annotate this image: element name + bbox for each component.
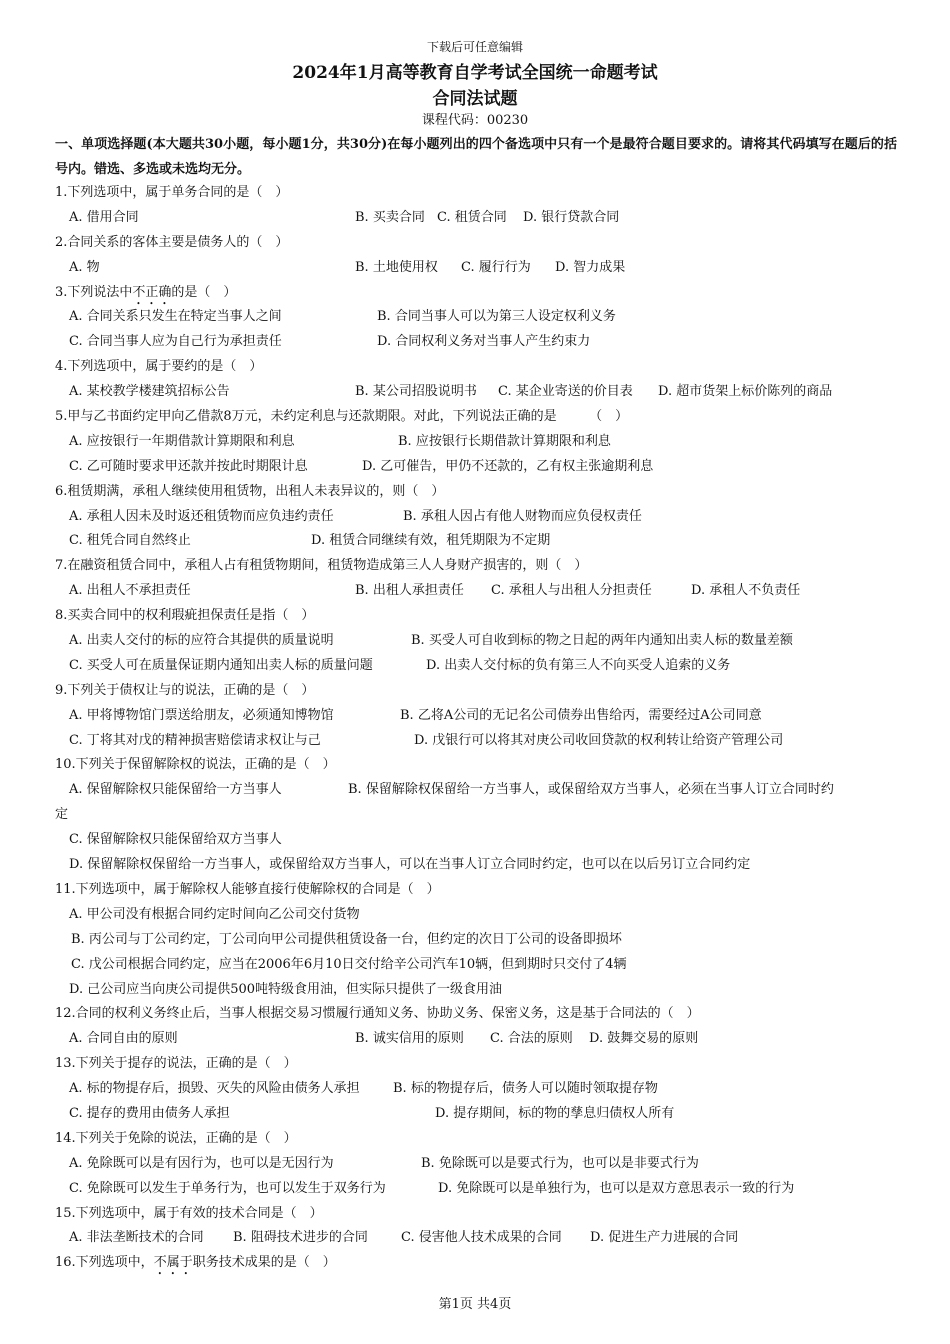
option-c: C. 某企业寄送的价目表 <box>498 384 633 400</box>
option-d: D. 鼓舞交易的原则 <box>589 1031 699 1047</box>
question-1-options <box>55 206 897 231</box>
emphasized-text: 不属于 <box>153 1255 193 1271</box>
option-a: A. 应按银行一年期借款计算期限和利息 <box>69 433 295 449</box>
question-6-options-row2 <box>55 529 897 554</box>
option-d: D. 智力成果 <box>555 259 626 275</box>
option-a: A. 承租人因未及时返还租赁物而应负违约责任 <box>69 508 334 524</box>
option-d: D. 乙可催告，甲仍不还款的，乙有权主张逾期利息 <box>362 458 654 474</box>
emphasized-text: 不正确 <box>132 284 172 300</box>
question-13-options-row1 <box>55 1077 897 1102</box>
question-11-stem: 11.下列选项中，属于解除权人能够直接行使解除权的合同是（ ） <box>55 881 440 897</box>
question-14-stem: 14.下列关于免除的说法，正确的是（ ） <box>55 1130 297 1146</box>
question-5-options-row1 <box>55 430 897 455</box>
option-a: A. 出卖人交付的标的应符合其提供的质量说明 <box>69 633 334 649</box>
stem-text: 的是（ ） <box>171 284 237 300</box>
question-9-stem: 9.下列关于债权让与的说法，正确的是（ ） <box>55 682 315 698</box>
question-12-options <box>55 1027 897 1052</box>
question-14-options-row1 <box>55 1152 897 1177</box>
question-12-stem: 12.合同的权利义务终止后，当事人根据交易习惯履行通知义务、协助义务、保密义务，这是基于合同法的（ ） <box>55 1006 700 1022</box>
section-instruction: 一、单项选择题(本大题共30小题，每小题1分，共30分)在每小题列出的四个备选项中只有一个是最符合题目要求的。请将其代码填写在题后的括号内。错选、多选或未选均无分。 <box>55 137 897 177</box>
question-13-options-row2 <box>55 1102 897 1127</box>
option-a: A. 非法垄断技术的合同 <box>69 1230 204 1246</box>
option-b: B. 合同当事人可以为第三人设定权利义务 <box>377 309 616 325</box>
option-a: A. 保留解除权只能保留给一方当事人 <box>69 782 282 798</box>
option-b: B. 出租人承担责任 <box>355 583 464 599</box>
option-a: A. 合同自由的原则 <box>69 1031 178 1047</box>
question-15-options <box>55 1226 897 1251</box>
option-d: D. 戊银行可以将其对庚公司收回贷款的权利转让给资产管理公司 <box>414 732 784 748</box>
option-d: D. 银行贷款合同 <box>523 209 620 225</box>
question-8-stem: 8.买卖合同中的权利瑕疵担保责任是指（ ） <box>55 608 315 624</box>
option-b: B. 某公司招股说明书 <box>355 384 477 400</box>
option-b: B. 保留解除权保留给一方当事人，或保留给双方当事人，必须在当事人订立合同时约 <box>348 782 834 798</box>
stem-text: 职务技术成果的是（ ） <box>192 1255 336 1271</box>
option-c: C. 履行行为 <box>461 259 531 275</box>
option-b: B. 诚实信用的原则 <box>355 1031 464 1047</box>
stem-text: 3.下列说法中 <box>55 284 133 300</box>
option-a: A. 标的物提存后，损毁、灭失的风险由债务人承担 <box>69 1081 360 1097</box>
option-b: B. 买受人可自收到标的物之日起的两年内通知出卖人标的数量差额 <box>411 633 793 649</box>
option-d: D. 承租人不负责任 <box>691 583 801 599</box>
question-7-stem: 7.在融资租赁合同中，承租人占有租赁物期间，租赁物造成第三人人身财产损害的，则（ ） <box>55 558 588 574</box>
question-11-option-a: A. 甲公司没有根据合同约定时间向乙公司交付货物 <box>69 906 360 922</box>
option-c: C. 侵害他人技术成果的合同 <box>401 1230 562 1246</box>
question-11-option-c: C. 戊公司根据合同约定，应当在2006年6月10日交付给辛公司汽车10辆，但到期时只交付了4辆 <box>71 956 627 972</box>
question-1-stem: 1.下列选项中，属于单务合同的是（ ） <box>55 185 289 200</box>
question-9-options-row2 <box>55 729 897 754</box>
question-2-options <box>55 256 897 281</box>
question-13-stem: 13.下列关于提存的说法，正确的是（ ） <box>55 1056 297 1072</box>
question-2-stem: 2.合同关系的客体主要是债务人的（ ） <box>55 234 289 250</box>
option-b: B. 土地使用权 <box>355 259 438 275</box>
question-3-options-row1 <box>55 305 897 330</box>
option-a: A. 物 <box>69 259 100 275</box>
option-c: C. 乙可随时要求甲还款并按此时期限计息 <box>69 458 308 474</box>
option-b: B. 标的物提存后，债务人可以随时领取提存物 <box>393 1081 658 1097</box>
option-c: C. 租凭合同自然终止 <box>69 533 191 549</box>
stem-text: 16.下列选项中， <box>55 1255 154 1271</box>
question-16-stem <box>55 1251 897 1276</box>
option-d: D. 促进生产力进展的合同 <box>590 1230 739 1246</box>
option-a: A. 出租人不承担责任 <box>69 583 191 599</box>
question-3-stem <box>55 281 897 306</box>
option-c: C. 丁将其对戊的精神损害赔偿请求权让与己 <box>69 732 321 748</box>
option-c: C. 承租人与出租人分担责任 <box>491 583 652 599</box>
course-code: 课程代码：00230 <box>421 113 529 128</box>
option-a: A. 甲将博物馆门票送给朋友，必须通知博物馆 <box>69 707 334 723</box>
question-5-stem: 5.甲与乙书面约定甲向乙借款8万元，未约定利息与还款期限。对此，下列说法正确的是 （ ） <box>55 409 629 425</box>
option-d: D. 出卖人交付标的负有第三人不向买受人追索的义务 <box>426 657 731 673</box>
question-6-options-row1 <box>55 505 897 530</box>
question-10-stem: 10.下列关于保留解除权的说法，正确的是（ ） <box>55 757 336 773</box>
option-d: D. 提存期间，标的物的孳息归债权人所有 <box>435 1105 675 1121</box>
option-b: B. 买卖合同 <box>355 209 425 225</box>
option-d: D. 免除既可以是单独行为，也可以是双方意思表示一致的行为 <box>438 1180 795 1196</box>
option-d: D. 租赁合同继续有效，租凭期限为不定期 <box>311 533 551 549</box>
option-d: D. 合同权利义务对当事人产生约束力 <box>377 334 591 350</box>
question-10-options-row1 <box>55 778 897 803</box>
option-b: B. 阻碍技术进步的合同 <box>233 1230 368 1246</box>
question-3-options-row2 <box>55 330 897 355</box>
option-a: A. 合同关系只发生在特定当事人之间 <box>69 309 282 325</box>
question-8-options-row2 <box>55 654 897 679</box>
question-11-option-b: B. 丙公司与丁公司约定，丁公司向甲公司提供租赁设备一台，但约定的次日丁公司的设备即损坏 <box>71 931 622 947</box>
option-c: C. 免除既可以发生于单务行为，也可以发生于双务行为 <box>69 1180 386 1196</box>
option-b: B. 承租人因占有他人财物而应负侵权责任 <box>403 508 642 524</box>
option-b: B. 应按银行长期借款计算期限和利息 <box>398 433 611 449</box>
page-number: 第1页 共4页 <box>438 1297 512 1312</box>
question-10-option-d: D. 保留解除权保留给一方当事人，或保留给双方当事人，可以在当事人订立合同时约定，也可以在以后另订立合同约定 <box>69 857 751 873</box>
option-b: B. 免除既可以是要式行为，也可以是非要式行为 <box>421 1155 699 1171</box>
option-c: C. 合法的原则 <box>490 1031 573 1047</box>
question-14-options-row2 <box>55 1177 897 1202</box>
question-4-stem: 4.下列选项中，属于要约的是（ ） <box>55 359 263 375</box>
option-a: A. 某校教学楼建筑招标公告 <box>69 384 230 400</box>
question-10-option-c: C. 保留解除权只能保留给双方当事人 <box>69 832 282 848</box>
option-b: B. 乙将A公司的无记名公司债券出售给丙，需要经过A公司同意 <box>400 707 762 723</box>
exam-title: 2024年1月高等教育自学考试全国统一命题考试 <box>292 63 658 83</box>
option-a: A. 免除既可以是有因行为，也可以是无因行为 <box>69 1155 334 1171</box>
top-note: 下载后可任意编辑 <box>426 40 523 54</box>
question-15-stem: 15.下列选项中，属于有效的技术合同是（ ） <box>55 1205 323 1221</box>
question-6-stem: 6.租赁期满，承租人继续使用租赁物，出租人未表异议的，则（ ） <box>55 483 445 499</box>
option-c: C. 买受人可在质量保证期内通知出卖人标的质量问题 <box>69 657 373 673</box>
question-9-options-row1 <box>55 704 897 729</box>
question-7-options <box>55 579 897 604</box>
option-c: C. 合同当事人应为自己行为承担责任 <box>69 334 282 350</box>
option-d: D. 超市货架上标价陈列的商品 <box>658 384 833 400</box>
question-5-options-row2 <box>55 455 897 480</box>
option-a: A. 借用合同 <box>69 209 139 225</box>
question-10-option-b-continued: 定 <box>55 807 69 823</box>
question-8-options-row1 <box>55 629 897 654</box>
option-c: C. 租赁合同 <box>437 209 507 225</box>
question-4-options <box>55 380 897 405</box>
subject-title: 合同法试题 <box>432 89 518 109</box>
question-list <box>55 181 897 1276</box>
question-11-option-d: D. 己公司应当向庚公司提供500吨特级食用油，但实际只提供了一级食用油 <box>69 981 503 997</box>
option-c: C. 提存的费用由债务人承担 <box>69 1105 230 1121</box>
